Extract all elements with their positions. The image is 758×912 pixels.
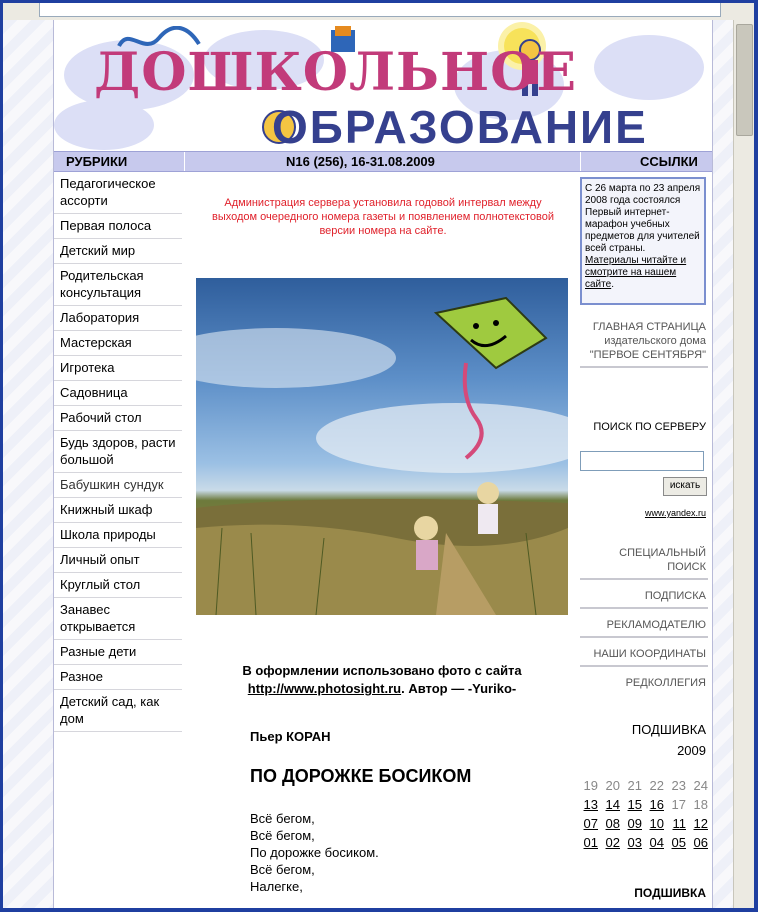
logo-line-1: ДОШКОЛЬНОЕ: [94, 42, 578, 103]
calendar-issue-link[interactable]: 10: [649, 816, 664, 831]
calendar-issue-link[interactable]: 15: [627, 797, 642, 812]
sidebar-item[interactable]: Первая полоса: [54, 214, 182, 239]
calendar-issue-link[interactable]: 08: [605, 816, 620, 831]
calendar-row: [580, 776, 708, 795]
calendar-issue: 24: [693, 778, 708, 793]
calendar-issue: 23: [671, 778, 686, 793]
search-button[interactable]: искать: [663, 477, 707, 496]
sidebar-item[interactable]: Разное: [54, 665, 182, 690]
sidebar-item[interactable]: Педагогическое ассорти: [54, 172, 182, 214]
calendar-issue-link[interactable]: 07: [583, 816, 598, 831]
browser-toolbar: [3, 3, 754, 21]
server-notice: Администрация сервера установила годовой интервал между выходом очередного номера газеты и появлением полнотекстовой версии номера на сайте.: [211, 197, 555, 237]
editorial-link[interactable]: РЕДКОЛЛЕГИЯ: [625, 677, 706, 689]
scrollbar-thumb[interactable]: [736, 24, 753, 136]
sidebar-item[interactable]: Мастерская: [54, 331, 182, 356]
calendar-issue-link[interactable]: 06: [693, 835, 708, 850]
sidebar-item[interactable]: Родительская консультация: [54, 264, 182, 306]
issue-calendar: [580, 776, 708, 852]
calendar-issue: 19: [583, 778, 598, 793]
calendar-issue: 22: [649, 778, 664, 793]
calendar-issue-link[interactable]: 04: [649, 835, 664, 850]
marathon-link[interactable]: Материалы читайте и смотрите на нашем сайте: [585, 255, 687, 290]
main-page-link[interactable]: ГЛАВНАЯ СТРАНИЦА: [592, 321, 706, 333]
archive-label: ПОДШИВКА: [631, 722, 706, 737]
sidebar-item[interactable]: Книжный шкаф: [54, 498, 182, 523]
right-links: [580, 544, 708, 701]
publisher-link[interactable]: издательского дома "ПЕРВОЕ СЕНТЯБРЯ": [589, 335, 706, 361]
publisher-block: [580, 318, 708, 375]
calendar-issue-link[interactable]: 02: [605, 835, 620, 850]
calendar-row: [580, 833, 708, 852]
contacts-link[interactable]: НАШИ КООРДИНАТЫ: [580, 645, 708, 667]
poem-line: По дорожке босиком.: [250, 845, 379, 860]
sidebar-item[interactable]: Рабочий стол: [54, 406, 182, 431]
logo-line-2: ОБРАЗОВАНИЕ: [272, 101, 648, 151]
subscription-link[interactable]: ПОДПИСКА: [580, 587, 708, 609]
calendar-issue: 20: [605, 778, 620, 793]
calendar-issue-link[interactable]: 13: [583, 797, 598, 812]
sidebar-item[interactable]: Школа природы: [54, 523, 182, 548]
archive-year: 2009: [677, 743, 706, 758]
calendar-issue-link[interactable]: 14: [605, 797, 620, 812]
calendar-issue-link[interactable]: 16: [649, 797, 664, 812]
poem-line: Всё бегом,: [250, 862, 315, 877]
poem-line: Всё бегом,: [250, 811, 315, 826]
poem-title: ПО ДОРОЖКЕ БОСИКОМ: [250, 766, 472, 786]
rubrics-label: РУБРИКИ: [66, 154, 128, 169]
photosight-link[interactable]: http://www.photosight.ru: [247, 681, 402, 696]
links-label: ССЫЛКИ: [640, 154, 698, 169]
poem-text: [250, 810, 379, 895]
search-label: ПОИСК ПО СЕРВЕРУ: [593, 421, 706, 433]
sidebar-item[interactable]: Детский мир: [54, 239, 182, 264]
header-banner: [54, 20, 712, 151]
background-pattern-left: [3, 20, 53, 908]
calendar-issue-link[interactable]: 12: [693, 816, 708, 831]
yandex-link[interactable]: www.yandex.ru: [644, 508, 706, 518]
poem-line: Всё бегом,: [250, 828, 315, 843]
poem-line: Налегке,: [250, 879, 303, 894]
calendar-issue: 17: [671, 797, 686, 812]
sidebar-item[interactable]: Занавес открывается: [54, 598, 182, 640]
calendar-issue-link[interactable]: 01: [583, 835, 598, 850]
calendar-issue-link[interactable]: 11: [672, 816, 686, 831]
photo-caption: В оформлении использовано фото с сайта http://www.photosight.ru. Автор — -Yuriko-: [242, 663, 522, 696]
sidebar-item[interactable]: Будь здоров, расти большой: [54, 431, 182, 473]
archive-bottom-label: ПОДШИВКА: [634, 886, 706, 900]
kite-photo: [196, 278, 568, 615]
background-pattern-right: [712, 20, 734, 908]
scrollbar[interactable]: [733, 20, 754, 908]
sidebar-item[interactable]: Садовница: [54, 381, 182, 406]
sidebar-item[interactable]: Круглый стол: [54, 573, 182, 598]
sidebar-item[interactable]: Лаборатория: [54, 306, 182, 331]
calendar-row: [580, 814, 708, 833]
browser-window: [3, 3, 754, 908]
calendar-issue: 21: [627, 778, 642, 793]
calendar-issue: 18: [693, 797, 708, 812]
calendar-issue-link[interactable]: 03: [627, 835, 642, 850]
page: [53, 20, 713, 908]
search-input[interactable]: [580, 451, 704, 471]
sidebar-item[interactable]: Разные дети: [54, 640, 182, 665]
sidebar-item[interactable]: Детский сад, как дом: [54, 690, 182, 732]
sidebar-item[interactable]: Личный опыт: [54, 548, 182, 573]
calendar-issue-link[interactable]: 09: [627, 816, 642, 831]
poem-author: Пьер КОРАН: [250, 729, 331, 744]
issue-title: N16 (256), 16-31.08.2009: [286, 154, 435, 169]
calendar-issue-link[interactable]: 05: [671, 835, 686, 850]
calendar-row: [580, 795, 708, 814]
sidebar: [54, 172, 182, 732]
sidebar-item[interactable]: Игротека: [54, 356, 182, 381]
marathon-infobox: С 26 марта по 23 апреля 2008 года состоялся Первый интернет-марафон учебных предметов для учителей всей страны. Материалы читайте и смотрите на нашем сайте.: [580, 177, 706, 305]
advertiser-link[interactable]: РЕКЛАМОДАТЕЛЮ: [580, 616, 708, 638]
navbar: [54, 151, 712, 172]
browser-tab[interactable]: [39, 3, 721, 17]
sidebar-item[interactable]: Бабушкин сундук: [54, 473, 182, 498]
special-search-link[interactable]: СПЕЦИАЛЬНЫЙ ПОИСК: [580, 544, 708, 580]
